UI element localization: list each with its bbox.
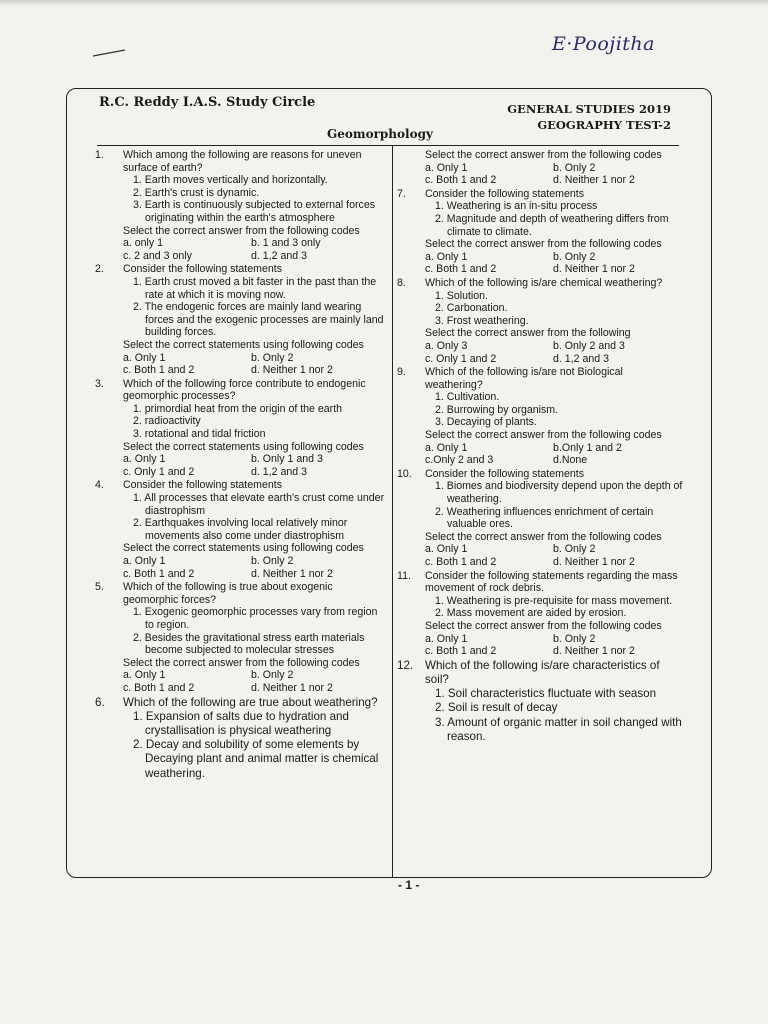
header-divider: [97, 145, 679, 146]
question-stem: Which of the following are true about weathering?: [123, 695, 378, 709]
handwritten-name: E·Poojitha: [552, 33, 655, 55]
answer-option: a. only 1: [123, 237, 164, 250]
question-item: [95, 149, 385, 262]
question-stem: Which of the following is/are characteristics of soil?: [425, 658, 660, 686]
question-number: 9.: [397, 366, 406, 379]
question-stem: Which of the following is/are not Biological weathering?: [425, 366, 623, 391]
answer-option: c.Only 2 and 3: [425, 454, 494, 467]
answer-option: c. Both 1 and 2: [425, 556, 497, 568]
answer-option: a. Only 1: [425, 632, 468, 645]
left-question-column: [95, 149, 385, 782]
question-stem: Consider the following statements: [123, 479, 282, 492]
answer-instruction: Select the correct answer from the following codes: [425, 149, 662, 161]
answer-instruction: Select the correct statements using following codes: [123, 542, 364, 555]
question-statement: 3. rotational and tidal friction: [133, 428, 266, 441]
question-statement: 3. Amount of organic matter in soil changed with reason.: [435, 715, 682, 743]
question-statement: 1. Biomes and biodiversity depend upon the depth of weathering.: [435, 480, 683, 506]
answer-option: b. Only 2: [251, 555, 294, 567]
question-statement: 2. Besides the gravitational stress earth materials become subjected to molecular stresses: [133, 631, 365, 657]
answer-option: c. Both 1 and 2: [425, 174, 497, 187]
question-statement: 2. Decay and solubility of some elements by Decaying plant and animal matter is chemical weathering.: [133, 738, 379, 780]
question-stem: Which of the following is/are chemical weathering?: [425, 276, 663, 289]
question-statement: 2. Soil is result of decay: [435, 701, 558, 715]
question-item: [397, 468, 683, 569]
answer-options: [425, 251, 683, 276]
question-statement: 1. Earth moves vertically and horizontally.: [133, 174, 328, 187]
answer-options: [425, 162, 683, 187]
answer-options: [123, 555, 385, 580]
answer-option: d. Neither 1 nor 2: [251, 681, 333, 694]
answer-instruction: Select the correct answer from the following: [425, 327, 631, 340]
question-item: [95, 378, 385, 479]
answer-option: a. Only 1: [425, 161, 468, 174]
question-item: [397, 366, 683, 467]
answer-options: [425, 340, 683, 365]
answer-options: [425, 543, 683, 568]
question-stem: Consider the following statements regarding the mass movement of rock debris.: [425, 569, 678, 595]
answer-instruction: Select the correct answer from the following codes: [425, 429, 662, 442]
answer-instruction: Select the correct answer from the following codes: [425, 238, 662, 251]
answer-option: c. Both 1 and 2: [123, 567, 195, 580]
question-stem: Consider the following statements: [425, 187, 584, 200]
answer-option: a. Only 1: [123, 351, 166, 364]
paper-header: [67, 89, 711, 147]
question-statement: 1. Solution.: [435, 289, 489, 302]
page-number: - 1 -: [398, 878, 420, 892]
answer-instruction: Select the correct answer from the following codes: [123, 224, 360, 237]
question-item: [95, 581, 385, 694]
question-item: [397, 659, 683, 744]
question-item: [95, 696, 385, 781]
answer-option: d. Neither 1 nor 2: [553, 645, 635, 658]
answer-option: a. Only 1: [425, 441, 468, 454]
question-statement: 2. Mass movement are aided by erosion.: [435, 607, 627, 620]
question-number: 6.: [95, 695, 105, 709]
answer-option: d. Neither 1 nor 2: [553, 263, 635, 276]
answer-option: b. Only 1 and 3: [251, 453, 323, 466]
answer-options: [425, 633, 683, 658]
question-statement: 3. Frost weathering.: [435, 314, 529, 327]
question-item: [397, 277, 683, 365]
question-stem: Which among the following are reasons for uneven surface of earth?: [123, 149, 362, 174]
question-statement: 1. Cultivation.: [435, 391, 500, 404]
question-statement: 2. Magnitude and depth of weathering differs from climate to climate.: [435, 212, 669, 238]
answer-options: [123, 352, 385, 377]
question-item: [95, 479, 385, 580]
question-item: [95, 263, 385, 376]
question-number: 7.: [397, 187, 406, 200]
answer-instruction: Select the correct answer from the following codes: [123, 656, 360, 669]
question-item: [397, 570, 683, 658]
column-divider: [392, 145, 393, 877]
question-number: 2.: [95, 263, 104, 276]
answer-option: a. Only 3: [425, 339, 468, 352]
answer-instruction: Select the correct answer from the following codes: [425, 530, 662, 543]
question-stem: Consider the following statements: [425, 467, 584, 480]
question-number: 11.: [397, 569, 411, 582]
question-stem: Which of the following force contribute to endogenic geomorphic processes?: [123, 377, 366, 403]
answer-option: a. Only 1: [123, 453, 166, 466]
question-number: 8.: [397, 276, 406, 289]
answer-option: d. Neither 1 nor 2: [553, 174, 635, 187]
answer-option: c. Both 1 and 2: [425, 263, 497, 276]
question-number: 3.: [95, 377, 104, 390]
pen-mark: [92, 48, 126, 58]
answer-options: [425, 442, 683, 467]
answer-instruction: Select the correct statements using following codes: [123, 440, 364, 453]
question-statement: 3. Earth is continuously subjected to external forces originating within the earth's atmosphere: [133, 199, 376, 224]
question-statement: 3. Decaying of plants.: [435, 416, 537, 429]
question-number: 10.: [397, 467, 412, 480]
question-statement: 2. Earth's crust is dynamic.: [133, 186, 260, 199]
answer-option: b. Only 2: [251, 669, 294, 682]
answer-option: b. Only 2: [553, 632, 596, 645]
question-statement: 2. The endogenic forces are mainly land wearing forces and the exogenic processes are mainly land building forces.: [133, 301, 384, 339]
answer-option: c. Both 1 and 2: [123, 681, 195, 694]
answer-option: d.None: [553, 454, 588, 467]
question-statement: 2. Carbonation.: [435, 302, 508, 315]
exam-title-line2: GEOGRAPHY TEST-2: [537, 118, 671, 132]
answer-options: [123, 237, 385, 262]
question-statement: 1. Weathering is pre-requisite for mass movement.: [435, 594, 673, 607]
answer-option: d. 1,2 and 3: [251, 465, 307, 478]
answer-option: c. 2 and 3 only: [123, 249, 192, 262]
question-item: [397, 188, 683, 276]
answer-option: d. Neither 1 nor 2: [553, 556, 635, 568]
question-statement: 1. Expansion of salts due to hydration and crystallisation is physical weathering: [133, 709, 349, 737]
page-top-shadow: [0, 0, 768, 6]
answer-option: a. Only 1: [425, 543, 468, 556]
institute-name: R.C. Reddy I.A.S. Study Circle: [99, 95, 316, 110]
answer-option: b. 1 and 3 only: [251, 237, 321, 250]
question-number: 12.: [397, 658, 414, 672]
answer-option: c. Only 1 and 2: [123, 465, 195, 478]
answer-instruction: Select the correct answer from the following codes: [425, 619, 662, 632]
question-statement: 2. Weathering influences enrichment of certain valuable ores.: [435, 505, 654, 531]
question-statement: 2. Burrowing by organism.: [435, 403, 559, 416]
question-item: [397, 149, 683, 187]
answer-option: d. Neither 1 nor 2: [251, 364, 333, 377]
answer-option: b. Only 2 and 3: [553, 339, 625, 352]
answer-option: d. 1,2 and 3: [553, 352, 609, 365]
question-statement: 1. All processes that elevate earth's crust come under diastrophism: [133, 492, 385, 517]
question-statement: 1. Earth crust moved a bit faster in the past than the rate at which it is moving now.: [133, 275, 377, 301]
question-statement: 1. primordial heat from the origin of the earth: [133, 402, 343, 415]
right-question-column: [397, 149, 683, 745]
answer-option: c. Both 1 and 2: [425, 645, 497, 658]
exam-title: [507, 101, 671, 133]
question-statement: 2. radioactivity: [133, 415, 201, 428]
question-paper-frame: [66, 88, 712, 878]
answer-option: d. 1,2 and 3: [251, 249, 307, 262]
question-statement: 2. Earthquakes involving local relatively minor movements also come under diastrophism: [133, 517, 348, 542]
question-stem: Consider the following statements: [123, 263, 282, 276]
answer-option: d. Neither 1 nor 2: [251, 567, 333, 580]
answer-option: a. Only 1: [425, 250, 468, 263]
answer-option: b. Only 2: [553, 250, 596, 263]
answer-options: [123, 669, 385, 694]
answer-option: b.Only 1 and 2: [553, 441, 622, 454]
question-stem: Which of the following is true about exogenic geomorphic forces?: [123, 581, 333, 606]
question-statement: 1. Soil characteristics fluctuate with season: [435, 687, 657, 701]
question-number: 4.: [95, 479, 104, 492]
question-statement: 1. Exogenic geomorphic processes vary from region to region.: [133, 606, 378, 631]
answer-option: b. Only 2: [553, 161, 596, 174]
answer-option: c. Both 1 and 2: [123, 364, 195, 377]
question-statement: 1. Weathering is an in-situ process: [435, 200, 598, 213]
question-number: 5.: [95, 581, 104, 594]
answer-options: [123, 453, 385, 478]
answer-option: b. Only 2: [553, 543, 596, 556]
subject-title: Geomorphology: [327, 127, 433, 141]
answer-option: a. Only 1: [123, 669, 166, 682]
answer-instruction: Select the correct statements using following codes: [123, 338, 364, 351]
answer-option: b. Only 2: [251, 351, 294, 364]
answer-option: c. Only 1 and 2: [425, 352, 497, 365]
exam-title-line1: GENERAL STUDIES 2019: [507, 102, 671, 116]
question-number: 1.: [95, 149, 104, 161]
answer-option: a. Only 1: [123, 555, 166, 567]
